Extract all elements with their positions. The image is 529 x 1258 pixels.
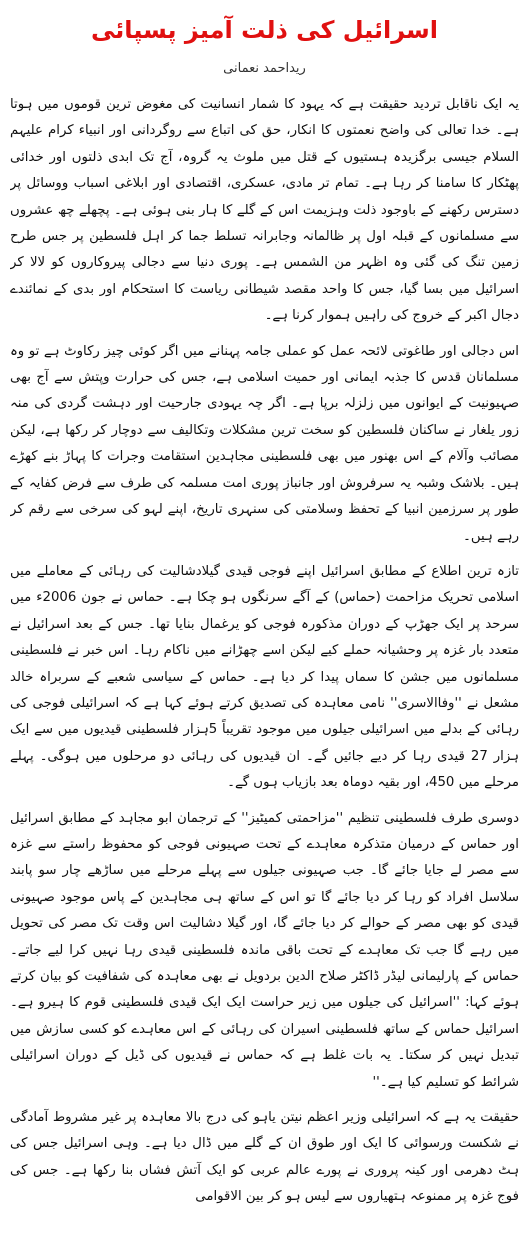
article-paragraph: تازہ ترین اطلاع کے مطابق اسرائیل اپنے فوجی قیدی گیلادشالیت کی رہائی کے معاملے میں اسلامی تحریک مزاحمت (حماس) کے آگے سرنگوں ہو چکا ہے۔ حماس نے جون 2006ء میں سرحد پر ایک جھڑپ کے دوران مذکورہ فوجی کو یرغمال بنایا تھا۔ جس کے بعد اسرائیل نے متعدد بار غزہ پر وحشیانہ حملے کیے لیکن اسے چھڑانے میں ناکام رہا۔ اس خبر نے فلسطینی مسلمانوں میں جشن کا سماں پیدا کر دیا ہے۔ حماس کے سیاسی شعبے کے سربراہ خالد مشعل نے ''وفاالاسری'' نامی معاہدہ کی تصدیق کرتے ہوئے کہا ہے کہ اسرائیلی فوجی کی رہائی کے بدلے میں اسرائیلی جیلوں میں موجود تقریباً 5ہزار فلسطینی قیدیوں میں سے ایک ہزار 27 قیدی رہا کر دیے جائیں گے۔ ان قیدیوں کی رہائی دو مرحلوں میں ہوگی۔ پہلے مرحلے میں 450، اور بقیہ دوماہ بعد بازیاب ہوں گے۔ xyxy=(10,563,519,791)
article-paragraph: یہ ایک ناقابل تردید حقیقت ہے کہ یہود کا شمار انسانیت کی مغوض ترین قوموں میں ہوتا ہے۔ خدا تعالی کی واضح نعمتوں کا انکار، حق کی اتباع سے روگردانی اور انبیاء کرام علیہم السلام جیسی برگزیدہ ہستیوں کے قتل میں ملوث یہ گروہ، آج تک ابدی ذلتوں اور خدائی پھٹکار کا سامنا کر رہا ہے۔ تمام تر مادی، عسکری، اقتصادی اور ابلاغی اسباب ووسائل پر دسترس رکھنے کے باوجود ذلت وہزیمت اس کے گلے کا ہار بنی ہوئی ہے۔ پچھلے چھ عشروں سے مسلمانوں کے قبلہ اول پر ظالمانہ وجابرانہ تسلط جما کر اہل فلسطین پر جس طرح زمین تنگ کی گئی وہ اظہر من الشمس ہے۔ پوری دنیا سے دجالی پیروکاروں کو لالا کر اسرائیل میں بسا گیا، جس کا واحد مقصد شیطانی ریاست کا استحکام اور بدی کے نمائندے دجال اکبر کے خروج کی راہیں ہموار کرنا ہے۔ xyxy=(10,97,519,324)
article-byline: ریداحمد نعمانی xyxy=(223,61,306,76)
article-paragraph: اس دجالی اور طاغوتی لائحہ عمل کو عملی جامہ پہنانے میں اگر کوئی چیز رکاوٹ ہے تو وہ مسلمانان قدس کا جذبہ ایمانی اور حمیت اسلامی ہے، جس کی حرارت وپتش سے آج بھی صہیونیت کے ایوانوں میں زلزلہ برپا ہے۔ اگر چہ یہودی جارحیت اور دہشت گردی کی منہ زور یلغار نے ساکنان فلسطین کو سخت ترین مشکلات وتکالیف سے دوچار کر رکھا ہے، لیکن مصائب وآلام کے اس بھنور میں بھی فلسطینی مجاہدین استقامت وجرات کا پہاڑ بنے کھڑے ہیں۔ بلاشک وشبہ یہ سرفروش اور جانباز پوری امت مسلمہ کی طرف سے فرض کفایہ کے طور پر سرزمین انبیا کے تحفظ وسلامتی کی سنہری تاریخ، اپنے لہو کی سرخی سے رقم کر رہے ہیں۔ xyxy=(10,343,519,544)
article-body xyxy=(10,92,519,1256)
article-paragraph: حقیقت یہ ہے کہ اسرائیلی وزیر اعظم نیتن یاہو کی درج بالا معاہدہ پر غیر مشروط آمادگی نے شکست ورسوائی کا ایک اور طوق ان کے گلے میں ڈال دیا ہے۔ وہی اسرائیل جس کی ہٹ دھرمی اور کینہ پروری نے پورے عالم عربی کو ایک آتش فشاں بنا رکھا ہے۔ جس کی فوج غزہ پر ممنوعہ ہتھیاروں سے لیس ہو کر بین الاقوامی xyxy=(10,1110,519,1205)
article-paragraph: دوسری طرف فلسطینی تنظیم ''مزاحمتی کمیٹیز'' کے ترجمان ابو مجاہد کے مطابق اسرائیل اور حماس کے درمیان متذکرہ معاہدے کے تحت صہیونی فوجی کو محفوظ راستے سے غزہ سے مصر لے جایا جائے گا۔ جب صہیونی جیلوں سے پہلے مرحلے میں ساڑھے چار سو پابند سلاسل افراد کو رہا کر دیا جائے گا تو اس کے ساتھ ہی مجاہدین کے پاس موجود صہیونی قیدی کو بھی مصر کے حوالے کر دیا جائے گا، اور گیلا دشالیت اس وقت تک مصر کی تحویل میں رہے گا جب تک معاہدے کے تحت باقی ماندہ فلسطینی قیدی رہا نہیں کرا لیے جاتے۔ حماس کے پارلیمانی لیڈر ڈاکٹر صلاح الدین بردویل نے بھی معاہدہ کی شفافیت کو بیان کرتے ہوئے کہا: ''اسرائیل کی جیلوں میں زیر حراست ایک ایک قیدی فلسطینی قوم کا ہیرو ہے۔ اسرائیل حماس کے ساتھ فلسطینی اسیران کی رہائی کے اس معاہدے کو کسی سازش میں تبدیل نہیں کر سکتا۔ یہ بات غلط ہے کہ حماس نے قیدیوں کی ڈیل کے دوران اسرائیلی شرائط کو تسلیم کیا ہے۔'' xyxy=(10,810,519,1090)
article-title: اسرائیل کی ذلت آمیز پسپائی xyxy=(91,16,438,44)
